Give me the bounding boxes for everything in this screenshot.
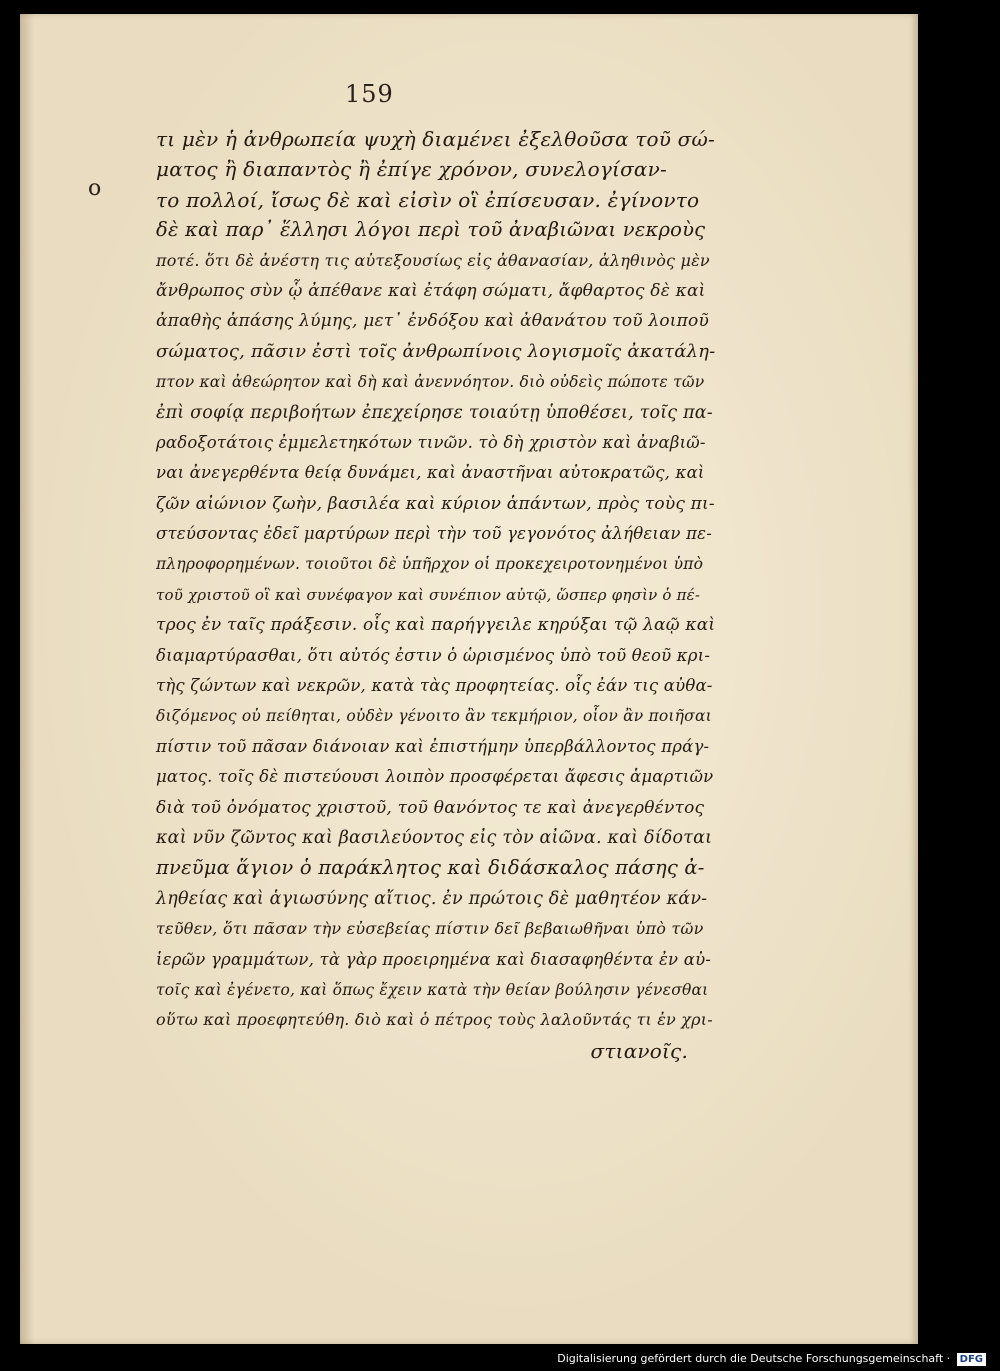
book-page bbox=[20, 14, 918, 1344]
text-line: ματος. τοῖς δὲ πιστεύουσι λοιπὸν προσφέρεται ἄφεσις ἁμαρτιῶν bbox=[156, 767, 714, 787]
text-line: σώματος, πᾶσιν ἐστὶ τοῖς ἀνθρωπίνοις λογισμοῖς ἀκατάλη- bbox=[156, 340, 716, 362]
credit-text: Digitalisierung gefördert durch die Deutsche Forschungsgemeinschaft · bbox=[557, 1352, 951, 1365]
text-line: τοῦ χριστοῦ οἳ καὶ συνέφαγον καὶ συνέπιον αὐτῷ, ὥσπερ φησὶν ὁ πέ- bbox=[156, 585, 701, 604]
text-line: ἱερῶν γραμμάτων, τὰ γὰρ προειρημένα καὶ διασαφηθέντα ἐν αὐ- bbox=[156, 949, 712, 969]
text-line: τεῦθεν, ὅτι πᾶσαν τὴν εὐσεβείας πίστιν δεῖ βεβαιωθῆναι ὑπὸ τῶν bbox=[156, 919, 704, 939]
text-line: διὰ τοῦ ὀνόματος χριστοῦ, τοῦ θανόντος τε καὶ ἀνεγερθέντος bbox=[156, 797, 705, 818]
digitization-credit bbox=[0, 1349, 986, 1369]
text-line: ἐπὶ σοφίᾳ περιβοήτων ἐπεχείρησε τοιαύτῃ ὑποθέσει, τοῖς πα- bbox=[156, 402, 713, 423]
page-number: 159 bbox=[345, 80, 394, 108]
text-line: διζόμενος οὐ πείθηται, οὐδὲν γένοιτο ἂν τεκμήριον, οἷον ἂν ποιῆσαι bbox=[156, 707, 712, 726]
text-line: ραδοξοτάτοις ἐμμελετηκότων τινῶν. τὸ δὴ χριστὸν καὶ ἀναβιῶ- bbox=[156, 432, 706, 452]
text-line: ματος ἢ διαπαντὸς ἢ ἐπίγε χρόνον, συνελογίσαν- bbox=[156, 157, 667, 182]
text-line: στιανοῖς. bbox=[590, 1038, 688, 1063]
text-line: ποτέ. ὅτι δὲ ἀνέστη τις αὐτεξουσίως εἰς ἀθανασίαν, ἀληθινὸς μὲν bbox=[156, 250, 710, 270]
text-line: τι μὲν ἡ ἀνθρωπεία ψυχὴ διαμένει ἐξελθοῦσα τοῦ σώ- bbox=[156, 127, 715, 151]
text-line: στεύσοντας ἐδεῖ μαρτύρων περὶ τὴν τοῦ γεγονότος ἀλήθειαν πε- bbox=[156, 524, 712, 544]
text-line: πληροφορημένων. τοιοῦτοι δὲ ὑπῆρχον οἱ προκεχειροτονημένοι ὑπὸ bbox=[156, 555, 704, 574]
text-line: τοῖς καὶ ἐγένετο, καὶ ὅπως ἔχειν κατὰ τὴν θείαν βούλησιν γένεσθαι bbox=[156, 980, 709, 999]
text-line: πνεῦμα ἅγιον ὁ παράκλητος καὶ διδάσκαλος πάσης ἀ- bbox=[156, 856, 705, 880]
text-line: καὶ νῦν ζῶντος καὶ βασιλεύοντος εἰς τὸν αἰῶνα. καὶ δίδοται bbox=[156, 827, 713, 848]
greek-text-block bbox=[156, 124, 716, 1066]
text-line: διαμαρτύρασθαι, ὅτι αὐτός ἐστιν ὁ ὡρισμένος ὑπὸ τοῦ θεοῦ κρι- bbox=[156, 645, 711, 665]
text-line: ἄνθρωπος σὺν ᾧ ἀπέθανε καὶ ἐτάφη σώματι, ἄφθαρτος δὲ καὶ bbox=[156, 280, 706, 301]
text-line: ναι ἀνεγερθέντα θείᾳ δυνάμει, καὶ ἀναστῆναι αὐτοκρατῶς, καὶ bbox=[156, 463, 705, 483]
text-line: ἀπαθὴς ἁπάσης λύμης, μετ᾿ ἐνδόξου καὶ ἀθανάτου τοῦ λοιποῦ bbox=[156, 311, 710, 332]
text-line: δὲ καὶ παρ᾿ ἕλλησι λόγοι περὶ τοῦ ἀναβιῶναι νεκροὺς bbox=[156, 218, 706, 242]
text-line: ζῶν αἰώνιον ζωὴν, βασιλέα καὶ κύριον ἁπάντων, πρὸς τοὺς πι- bbox=[156, 493, 715, 514]
text-line: οὕτω καὶ προεφητεύθη. διὸ καὶ ὁ πέτρος τοὺς λαλοῦντάς τι ἐν χρι- bbox=[156, 1010, 713, 1030]
text-line: ληθείας καὶ ἁγιωσύνης αἴτιος. ἐν πρώτοις δὲ μαθητέον κάν- bbox=[156, 888, 708, 909]
margin-mark: ο bbox=[88, 176, 102, 201]
dfg-logo: DFG bbox=[957, 1353, 986, 1366]
text-line: τὴς ζώντων καὶ νεκρῶν, κατὰ τὰς προφητείας. οἷς ἐάν τις αὐθα- bbox=[156, 676, 713, 696]
text-line: πτον καὶ ἀθεώρητον καὶ δὴ καὶ ἀνεννόητον. διὸ οὐδεὶς πώποτε τῶν bbox=[156, 373, 705, 392]
text-line: τρος ἐν ταῖς πράξεσιν. οἷς καὶ παρήγγειλε κηρύξαι τῷ λαῷ καὶ bbox=[156, 615, 716, 636]
text-line: πίστιν τοῦ πᾶσαν διάνοιαν καὶ ἐπιστήμην ὑπερβάλλοντος πράγ- bbox=[156, 736, 710, 756]
text-line: το πολλοί, ἴσως δὲ καὶ εἰσὶν οἳ ἐπίσευσαν. ἐγίνοντο bbox=[156, 187, 700, 212]
